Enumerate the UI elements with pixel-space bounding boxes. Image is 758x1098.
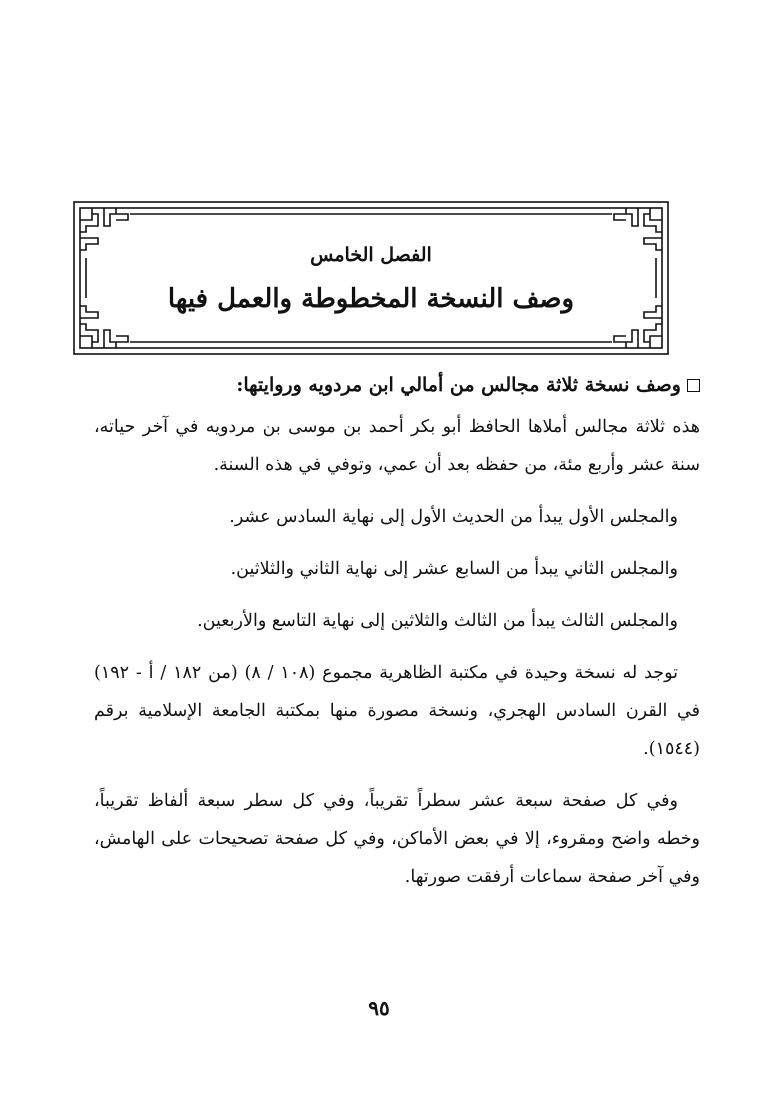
paragraph-majlis-3: والمجلس الثالث يبدأ من الثالث والثلاثين إلى نهاية التاسع والأربعين. [197, 611, 678, 631]
body-text [94, 370, 700, 910]
chapter-title: وصف النسخة المخطوطة والعمل فيها [167, 284, 575, 314]
paragraph-majlis-2: والمجلس الثاني يبدأ من السابع عشر إلى نهاية الثاني والثلاثين. [230, 559, 678, 579]
paragraph-intro: هذه ثلاثة مجالس أملاها الحافظ أبو بكر أحمد بن موسى بن مردويه في آخر حياته، سنة عشر وأربع مئة، من حفظه بعد أن عمي، وتوفي في هذه السنة. [94, 417, 700, 475]
section-heading [94, 370, 700, 400]
page-number: ٩٥ [368, 996, 390, 1020]
section-heading-text: وصف نسخة ثلاثة مجالس من أمالي ابن مردويه وروايتها: [236, 374, 681, 396]
fret-border-ornament [72, 200, 670, 356]
paragraph-majlis-1: والمجلس الأول يبدأ من الحديث الأول إلى نهاية السادس عشر. [229, 507, 678, 527]
square-box-icon [687, 379, 700, 392]
paragraph-page-description: وفي كل صفحة سبعة عشر سطراً تقريباً، وفي كل سطر سبعة ألفاظ تقريباً، وخطه واضح ومقروء، إلا في بعض الأماكن، وفي كل صفحة تصحيحات على الهامش، وفي آخر صفحة سماعات أرفقت صورتها. [94, 791, 700, 887]
paragraph-manuscript-copy: توجد له نسخة وحيدة في مكتبة الظاهرية مجموع (١٠٨ / ٨) (من ١٨٢ / أ - ١٩٢) في القرن السادس الهجري، ونسخة مصورة منها بمكتبة الجامعة الإسلامية برقم (١٥٤٤). [94, 663, 700, 759]
chapter-frame [72, 200, 670, 356]
chapter-label: الفصل الخامس [310, 244, 432, 266]
